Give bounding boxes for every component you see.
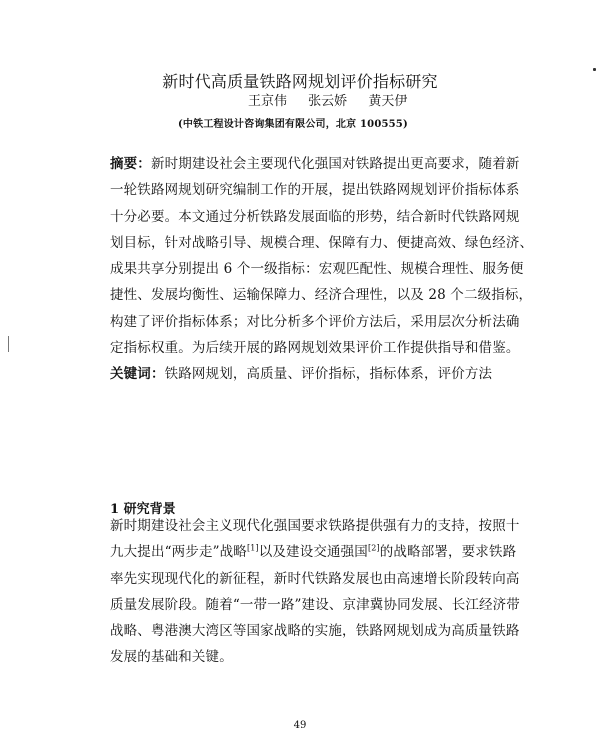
- abstract-text-line: 成果共享分别提出 6 个一级指标：宏观匹配性、规模合理性、服务便: [110, 261, 524, 278]
- body-text-segment: 以及建设交通强国: [258, 544, 368, 561]
- author-name: 黄天伊: [368, 94, 408, 109]
- body-text-line: 新时期建设社会主义现代化强国要求铁路提供强有力的支持，按照十: [110, 518, 520, 534]
- abstract-text-line: 定指标权重。为后续开展的路网规划效果评价工作提供指导和借鉴。: [110, 340, 520, 357]
- abstract-text-line: 捷性、发展均衡性、运输保障力、经济合理性，以及 28 个二级指标，: [110, 287, 533, 304]
- abstract-text-line: 构建了评价指标体系；对比分析多个评价方法后，采用层次分析法确: [110, 313, 520, 330]
- citation-reference: [2]: [367, 543, 380, 553]
- body-text-line: [110, 539, 517, 565]
- research-background-section: [110, 513, 520, 671]
- abstract-text-line: 一轮铁路网规划研究编制工作的开展，提出铁路网规划评价指标体系: [110, 182, 520, 199]
- scan-edge-mark: [593, 68, 596, 71]
- body-text-line: 发展的基础和关键。: [110, 649, 233, 666]
- keywords-line: [110, 361, 497, 387]
- body-text-segment: 九大提出“两步走”战略: [110, 544, 247, 561]
- paper-title: 新时代高质量铁路网规划评价指标研究: [162, 71, 438, 91]
- citation-reference: [1]: [246, 543, 259, 553]
- abstract-text-line: 新时期建设社会主要现代化强国对铁路提出更高要求，随着新: [150, 156, 520, 172]
- author-name: 王京伟: [248, 94, 288, 109]
- author-list: [248, 93, 418, 111]
- page-number: 49: [293, 720, 307, 731]
- author-affiliation: (中铁工程设计咨询集团有限公司，北京 100555): [178, 119, 408, 130]
- keywords-text: 铁路网规划，高质量、评价指标，指标体系，评价方法: [164, 366, 493, 383]
- scan-margin-mark: [8, 336, 9, 352]
- keywords-label: 关键词：: [110, 366, 165, 383]
- abstract-text-line: 十分必要。本文通过分析铁路发展面临的形势，结合新时代铁路网规: [110, 208, 520, 225]
- abstract-text-line: 划目标，针对战略引导、规模合理、保障有力、便捷高效、绿色经济、: [110, 234, 534, 251]
- body-text-segment: 的战略部署，要求铁路: [379, 544, 517, 561]
- body-text-line: 战略、粤港澳大湾区等国家战略的实施，铁路网规划成为高质量铁路: [110, 623, 520, 640]
- abstract-label: 摘要：: [110, 156, 151, 172]
- body-text-line: 率先实现现代化的新征程，新时代铁路发展也由高速增长阶段转向高: [110, 570, 520, 587]
- author-name: 张云娇: [308, 94, 348, 109]
- abstract-line: [110, 151, 520, 177]
- section-heading: 1 研究背景: [110, 501, 176, 517]
- body-text-line: 质量发展阶段。随着“一带一路”建设、京津冀协同发展、长江经济带: [110, 596, 520, 613]
- abstract-section: [110, 151, 534, 388]
